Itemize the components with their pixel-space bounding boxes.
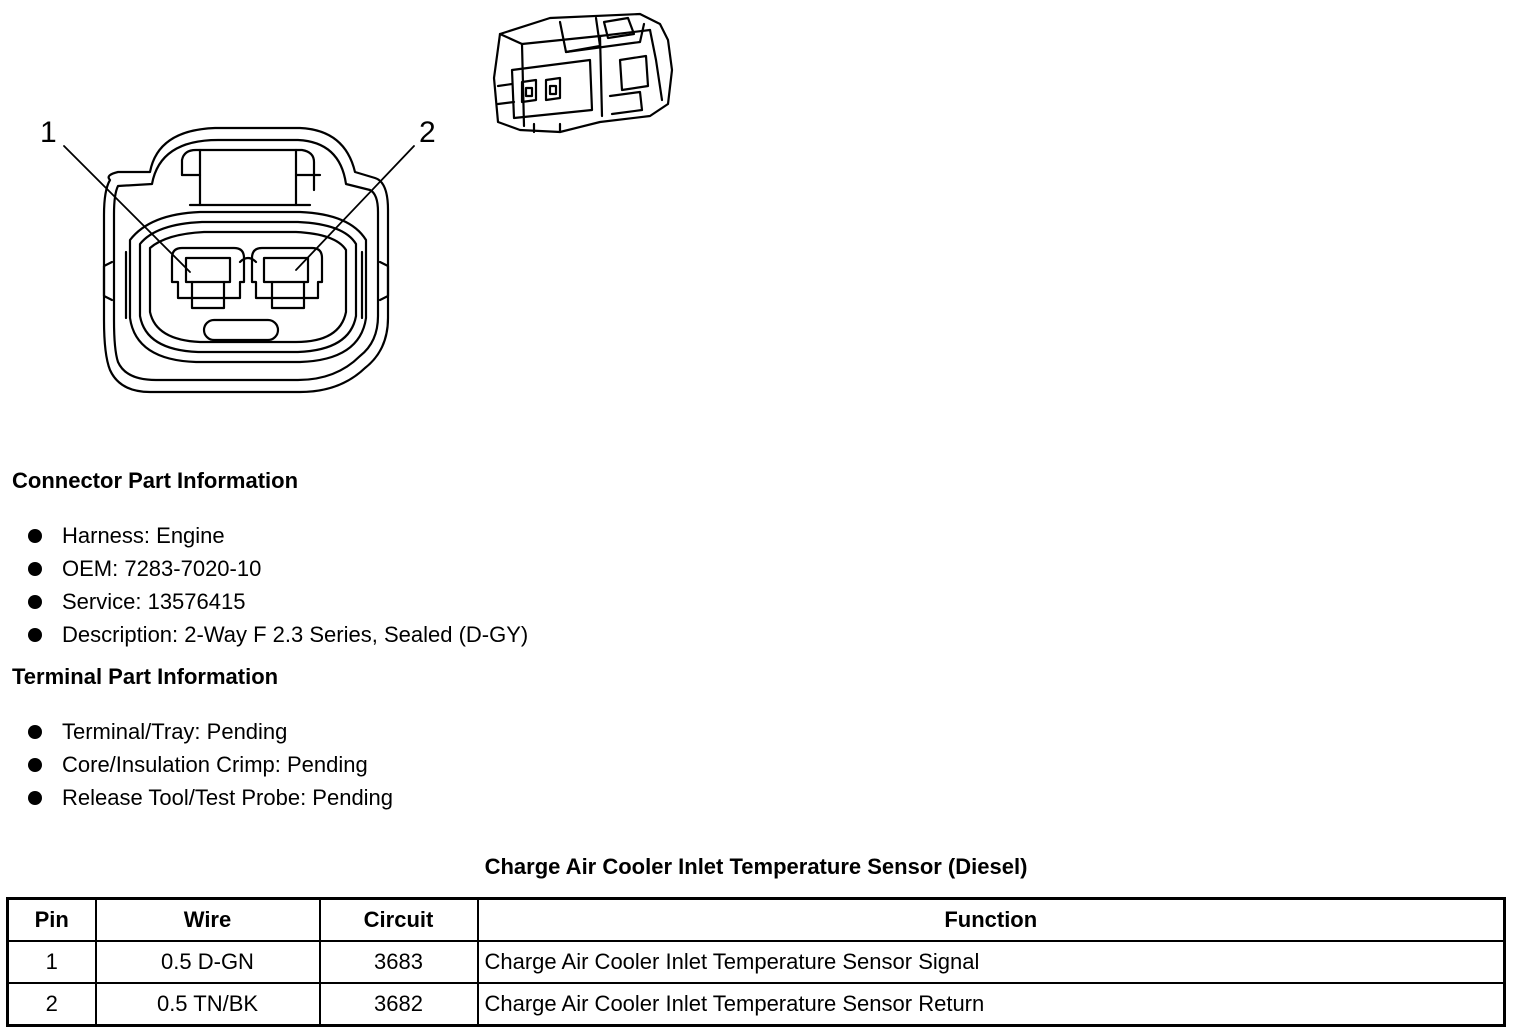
cell-wire: 0.5 D-GN <box>96 941 320 983</box>
list-item: Description: 2-Way F 2.3 Series, Sealed (D-GY) <box>28 618 528 651</box>
pin-label-1: 1 <box>40 116 57 149</box>
connector-diagram <box>0 0 700 430</box>
bullet-icon <box>28 758 42 772</box>
table-caption: Charge Air Cooler Inlet Temperature Sensor (Diesel) <box>484 854 1028 879</box>
bullet-icon <box>28 595 42 609</box>
list-item: Release Tool/Test Probe: Pending <box>28 781 393 814</box>
bullet-icon <box>28 791 42 805</box>
table-row <box>8 941 1505 983</box>
cell-circuit: 3682 <box>320 983 478 1026</box>
list-item: Terminal/Tray: Pending <box>28 715 393 748</box>
list-item: Service: 13576415 <box>28 585 528 618</box>
connector-face-view <box>64 128 414 392</box>
header-function: Function <box>478 899 1505 942</box>
bullet-icon <box>28 725 42 739</box>
table-row <box>8 983 1505 1026</box>
list-item: Harness: Engine <box>28 519 528 552</box>
bullet-icon <box>28 562 42 576</box>
pin-label-2: 2 <box>419 116 436 149</box>
cell-pin: 2 <box>8 983 96 1026</box>
header-circuit: Circuit <box>320 899 478 942</box>
header-wire: Wire <box>96 899 320 942</box>
list-item: Core/Insulation Crimp: Pending <box>28 748 393 781</box>
cell-function: Charge Air Cooler Inlet Temperature Sensor Signal <box>478 941 1505 983</box>
terminal-info-list <box>28 715 393 814</box>
terminal-info-title: Terminal Part Information <box>12 664 279 689</box>
cell-circuit: 3683 <box>320 941 478 983</box>
cell-function: Charge Air Cooler Inlet Temperature Sensor Return <box>478 983 1505 1026</box>
pin-table <box>6 897 1506 1027</box>
cell-pin: 1 <box>8 941 96 983</box>
connector-info-title: Connector Part Information <box>12 468 299 493</box>
bullet-icon <box>28 529 42 543</box>
connector-isometric-view <box>494 14 672 132</box>
connector-info-list <box>28 519 528 651</box>
header-pin: Pin <box>8 899 96 942</box>
table-header-row <box>8 899 1505 942</box>
bullet-icon <box>28 628 42 642</box>
cell-wire: 0.5 TN/BK <box>96 983 320 1026</box>
list-item: OEM: 7283-7020-10 <box>28 552 528 585</box>
